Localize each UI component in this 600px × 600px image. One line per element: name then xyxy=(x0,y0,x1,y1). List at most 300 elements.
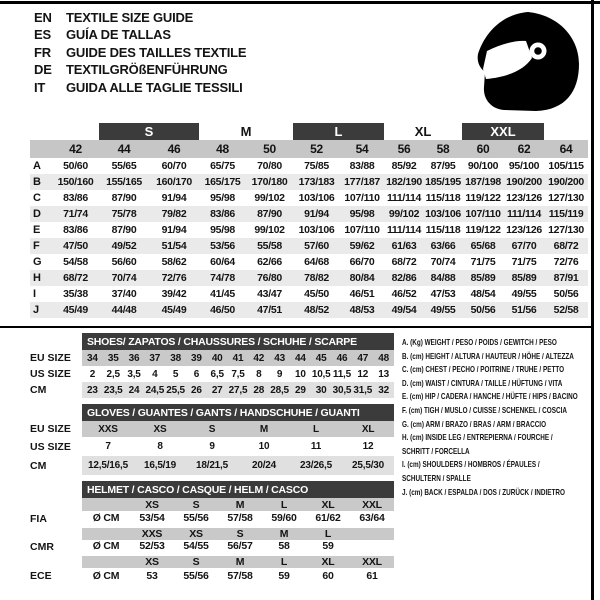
value-cell: 49/55 xyxy=(511,288,537,300)
size-cell: M xyxy=(218,555,262,569)
value-cell: 47/51 xyxy=(246,302,293,318)
value-cell: 46/50 xyxy=(199,302,246,318)
value-cell: 53/54 xyxy=(130,511,174,526)
value-cell: 6,5 xyxy=(210,368,224,380)
legend-line: B. (cm) HEIGHT / ALTURA / HAUTEUR / HÖHE / ALTEZZA xyxy=(402,350,574,361)
value-cell: 12 xyxy=(362,441,374,452)
value-cell: 36 xyxy=(124,350,145,366)
value-cell: 80/84 xyxy=(340,270,384,286)
value-cell: 39 xyxy=(186,350,207,366)
value-cell: 66/70 xyxy=(349,256,375,268)
language-row xyxy=(34,61,246,78)
lower-tables xyxy=(30,333,394,589)
language-row xyxy=(34,79,246,96)
value-cell: 11,5 xyxy=(332,368,352,380)
value-cell: 39/42 xyxy=(161,288,187,300)
size-number: 64 xyxy=(544,140,588,158)
value-cell: 48/52 xyxy=(293,302,340,318)
helmet-sizes-row xyxy=(30,498,394,511)
value-cell: 49/55 xyxy=(424,302,462,318)
value-cell: 63/64 xyxy=(350,511,394,526)
value-cell: 12,5/16,5 xyxy=(82,456,134,475)
measurement-row-e xyxy=(30,222,588,238)
value-cell: 187/198 xyxy=(462,174,504,190)
value-cell: 127/130 xyxy=(548,224,584,236)
value-cell: 107/110 xyxy=(462,206,504,222)
value-cell: 60/70 xyxy=(161,160,187,172)
visor-pivot-center xyxy=(534,47,542,55)
value-cell: 52/53 xyxy=(130,540,174,555)
value-cell: 44 xyxy=(290,350,311,366)
value-cell: 30,5 xyxy=(332,382,353,398)
value-cell: 61/62 xyxy=(306,511,350,526)
helmet-sizes-row xyxy=(30,555,394,569)
shoes-table xyxy=(30,333,394,398)
value-cell: 12 xyxy=(357,368,369,380)
legend-line: I. (cm) SHOULDERS / HOMBROS / ÉPAULES / xyxy=(402,459,540,470)
table-title-row xyxy=(30,481,394,498)
value-cell: 50/56 xyxy=(462,302,504,318)
row-label: H xyxy=(30,270,52,286)
size-number: 54 xyxy=(340,140,384,158)
value-cell: 56/57 xyxy=(218,540,262,555)
value-cell: 71/75 xyxy=(511,256,537,268)
unit-label: Ø CM xyxy=(82,568,130,583)
row-label: D xyxy=(30,206,52,222)
value-cell: 84/88 xyxy=(424,270,462,286)
legend-line: G. (cm) ARM / BRAZO / BRAS / ARM / BRACCIO xyxy=(402,418,547,429)
size-cell: S xyxy=(174,555,218,569)
lower-section xyxy=(30,333,600,589)
value-cell: 46 xyxy=(332,350,353,366)
row-label: A xyxy=(33,160,41,172)
value-cell: 165/175 xyxy=(199,174,246,190)
value-cell: 83/86 xyxy=(63,224,88,236)
measurement-row-f xyxy=(30,238,588,254)
measurement-row-i xyxy=(30,286,588,302)
value-cell: 177/187 xyxy=(340,174,384,190)
row-label: E xyxy=(33,224,41,236)
value-cell: 85/89 xyxy=(504,270,544,286)
value-cell: 83/86 xyxy=(63,192,88,204)
value-cell: 51/56 xyxy=(504,302,544,318)
value-cell: 123/126 xyxy=(506,192,542,204)
table-row xyxy=(30,350,394,366)
frame-top-border xyxy=(0,1,600,4)
size-cell: M xyxy=(262,526,306,540)
size-cell: L xyxy=(262,555,306,569)
size-cell: XL xyxy=(306,555,350,569)
value-cell: 103/106 xyxy=(298,224,335,236)
value-cell: 34 xyxy=(82,350,103,366)
value-cell: 55/56 xyxy=(174,568,218,583)
language-code: ES xyxy=(34,27,51,43)
value-cell: 111/114 xyxy=(504,206,544,222)
value-cell: 28,5 xyxy=(269,382,290,398)
value-cell: 74/78 xyxy=(199,270,246,286)
value-cell: 60/64 xyxy=(210,256,235,268)
value-cell: 58 xyxy=(262,540,306,555)
size-cell: S xyxy=(174,498,218,511)
value-cell: 91/94 xyxy=(161,224,187,236)
value-cell: 5 xyxy=(172,368,179,380)
helmet-values-row xyxy=(30,568,394,583)
value-cell: 45/49 xyxy=(149,302,199,318)
value-cell: 83/86 xyxy=(199,206,246,222)
value-cell: 27 xyxy=(207,382,228,398)
table-row xyxy=(30,366,394,382)
value-cell: 8 xyxy=(157,441,163,452)
value-cell: 119/122 xyxy=(465,224,501,236)
size-number: 44 xyxy=(99,140,149,158)
value-cell: 28 xyxy=(248,382,269,398)
measurement-row-g xyxy=(30,254,588,270)
size-cell: XXL xyxy=(350,498,394,511)
table-row xyxy=(30,421,394,437)
size-group-s: S xyxy=(99,123,199,140)
value-cell: 107/110 xyxy=(344,192,380,204)
value-cell: 70/74 xyxy=(99,270,149,286)
value-cell: 24,5 xyxy=(144,382,165,398)
value-cell: 87/90 xyxy=(111,192,137,204)
legend-line: C. (cm) CHEST / PECHO / POITRINE / TRUHE / PETTO xyxy=(402,364,565,375)
unit-label: Ø CM xyxy=(82,511,130,526)
size-number: 58 xyxy=(424,140,462,158)
row-label: EU SIZE xyxy=(30,423,71,435)
main-size-table xyxy=(30,123,588,318)
value-cell: 45/50 xyxy=(304,288,329,300)
row-label: CM xyxy=(30,384,47,396)
value-cell: 115/119 xyxy=(544,206,588,222)
value-cell: 47/53 xyxy=(430,288,456,300)
size-cell xyxy=(350,526,394,540)
language-label: GUÍA DE TALLAS xyxy=(66,27,171,43)
helmet-values-row xyxy=(30,511,394,526)
value-cell: 25,5 xyxy=(165,382,186,398)
value-cell: 190/200 xyxy=(544,174,588,190)
value-cell: 105/115 xyxy=(548,160,584,172)
value-cell: 2 xyxy=(89,368,96,380)
table-title-row xyxy=(30,333,394,350)
size-number-row xyxy=(30,140,588,158)
value-cell: 71/75 xyxy=(470,256,496,268)
value-cell: 61/63 xyxy=(384,238,424,254)
value-cell: 190/200 xyxy=(504,174,544,190)
value-cell: 54/55 xyxy=(174,540,218,555)
value-cell: 53 xyxy=(130,568,174,583)
size-number: 50 xyxy=(246,140,293,158)
value-cell: 16,5/19 xyxy=(134,456,186,475)
value-cell: 49/54 xyxy=(384,302,424,318)
value-cell: 85/92 xyxy=(391,160,417,172)
size-group-xxl: XXL xyxy=(462,123,544,140)
value-cell: 160/170 xyxy=(149,174,199,190)
value-cell: 40 xyxy=(207,350,228,366)
value-cell: 68/72 xyxy=(391,256,417,268)
value-cell: 31,5 xyxy=(352,382,373,398)
value-cell: 47 xyxy=(352,350,373,366)
language-code: IT xyxy=(34,79,46,95)
value-cell: 67/70 xyxy=(504,238,544,254)
value-cell: 2,5 xyxy=(106,368,120,380)
value-cell: 20/24 xyxy=(238,456,290,475)
value-cell: 42 xyxy=(248,350,269,366)
value-cell: 185/195 xyxy=(425,176,461,188)
language-label: GUIDA ALLE TAGLIE TESSILI xyxy=(66,79,243,95)
size-cell: XXL xyxy=(350,555,394,569)
value-cell: 91/94 xyxy=(293,206,340,222)
value-cell: 55/65 xyxy=(111,160,137,172)
value-cell: 99/102 xyxy=(254,224,285,236)
table-row xyxy=(30,382,394,398)
value-cell: 87/90 xyxy=(111,224,137,236)
value-cell: 72/76 xyxy=(553,256,579,268)
language-code: EN xyxy=(34,10,52,25)
value-cell: 119/122 xyxy=(465,192,501,204)
language-row xyxy=(34,44,246,61)
value-cell: 7 xyxy=(105,441,111,452)
value-cell: 99/102 xyxy=(384,206,424,222)
value-cell: 6 xyxy=(193,368,200,380)
size-group-l: L xyxy=(293,123,384,140)
value-cell: 78/82 xyxy=(293,270,340,286)
legend-line: H. (cm) INSIDE LEG / ENTREPIERNA / FOURCHE / xyxy=(402,432,553,443)
value-cell: 75/85 xyxy=(304,160,329,172)
value-cell: 53/56 xyxy=(199,238,246,254)
row-label: US SIZE xyxy=(30,440,71,453)
value-cell: 76/80 xyxy=(246,270,293,286)
size-group-xl: XL xyxy=(414,124,432,139)
value-cell: 23,5 xyxy=(103,382,124,398)
gloves-table xyxy=(30,404,394,475)
table-title: SHOES/ ZAPATOS / CHAUSSURES / SCHUHE / SCARPE xyxy=(82,333,394,350)
value-cell: 51/54 xyxy=(149,238,199,254)
language-label: TEXTILE SIZE GUIDE xyxy=(66,10,194,25)
value-cell: 46/52 xyxy=(391,288,417,300)
size-number: 62 xyxy=(504,140,544,158)
value-cell: 26 xyxy=(186,382,207,398)
value-cell: 68/72 xyxy=(544,238,588,254)
value-cell: 64/68 xyxy=(304,256,329,268)
value-cell: 43 xyxy=(269,350,290,366)
language-code: DE xyxy=(34,62,52,78)
value-cell: 68/72 xyxy=(52,270,99,286)
language-list xyxy=(34,9,246,96)
value-cell: 45 xyxy=(311,350,332,366)
value-cell: 24 xyxy=(124,382,145,398)
value-cell xyxy=(350,540,394,555)
size-number: 56 xyxy=(384,140,424,158)
value-cell: 99/102 xyxy=(254,192,285,204)
size-cell: S xyxy=(218,526,262,540)
value-cell: 65/75 xyxy=(210,160,235,172)
size-number: 60 xyxy=(462,140,504,158)
measurement-row-h xyxy=(30,270,588,286)
value-cell: 55/58 xyxy=(246,238,293,254)
value-cell: 111/114 xyxy=(386,192,422,204)
value-cell: 13 xyxy=(378,368,390,380)
value-cell: 59/60 xyxy=(262,511,306,526)
table-title: HELMET / CASCO / CASQUE / HELM / CASCO xyxy=(82,481,394,498)
value-cell: 71/74 xyxy=(52,206,99,222)
value-cell: 10 xyxy=(258,441,270,452)
value-cell: 9 xyxy=(276,368,283,380)
value-cell: 61 xyxy=(350,568,394,583)
value-cell: 48/54 xyxy=(470,288,496,300)
size-cell: L xyxy=(306,526,350,540)
value-cell: 170/180 xyxy=(246,174,293,190)
value-cell: 57/60 xyxy=(293,238,340,254)
size-number: 52 xyxy=(293,140,340,158)
value-cell: 83/88 xyxy=(349,160,375,172)
value-cell: 95/98 xyxy=(340,206,384,222)
value-cell: 70/80 xyxy=(257,160,282,172)
value-cell: 155/165 xyxy=(99,174,149,190)
value-cell: 11 xyxy=(310,441,322,452)
unit-label: Ø CM xyxy=(82,540,130,555)
value-cell: 52/58 xyxy=(544,302,588,318)
measurement-row-d xyxy=(30,206,588,222)
row-label: B xyxy=(30,174,52,190)
value-cell: 47/50 xyxy=(52,238,99,254)
value-cell: 62/66 xyxy=(257,256,282,268)
size-cell: XS xyxy=(130,498,174,511)
language-row xyxy=(34,26,246,43)
value-cell: 30 xyxy=(311,382,332,398)
measurement-row-c xyxy=(30,190,588,206)
language-code: FR xyxy=(34,44,51,60)
table-title-row xyxy=(30,404,394,421)
legend-line: SCHRITT / FORCELLA xyxy=(402,445,470,456)
value-cell: L xyxy=(290,421,342,437)
value-cell: 37 xyxy=(144,350,165,366)
value-cell: 37/40 xyxy=(111,288,137,300)
value-cell: 10,5 xyxy=(311,368,331,380)
value-cell: 63/66 xyxy=(424,238,462,254)
value-cell: XS xyxy=(134,421,186,437)
value-cell: 35/38 xyxy=(63,288,88,300)
legend-line: SCHULTERN / SPALLE xyxy=(402,472,471,483)
row-label: CM xyxy=(30,459,47,472)
measurement-row-j xyxy=(30,302,588,318)
value-cell: 123/126 xyxy=(506,224,542,236)
value-cell: 60 xyxy=(306,568,350,583)
value-cell: 45/49 xyxy=(52,302,99,318)
value-cell: 58/62 xyxy=(161,256,187,268)
size-cell: XS xyxy=(174,526,218,540)
value-cell: 59 xyxy=(262,568,306,583)
value-cell: 115/118 xyxy=(425,192,461,204)
row-label: EU SIZE xyxy=(30,352,71,364)
row-label: G xyxy=(33,256,42,268)
value-cell: 55/56 xyxy=(174,511,218,526)
value-cell: 18/21,5 xyxy=(186,456,238,475)
legend-line: E. (cm) HIP / CADERA / HANCHE / HÜFTE / HIPS / BACINO xyxy=(402,391,578,402)
language-row xyxy=(34,9,246,26)
value-cell: 91/94 xyxy=(161,192,187,204)
size-cell: L xyxy=(262,498,306,511)
value-cell: 8 xyxy=(256,368,262,380)
value-cell: 46/51 xyxy=(349,288,375,300)
value-cell: 103/106 xyxy=(425,208,461,220)
standard-label: FIA xyxy=(30,512,47,525)
value-cell: 41 xyxy=(228,350,249,366)
value-cell: 50/60 xyxy=(63,160,88,172)
table-row xyxy=(30,456,394,475)
size-cell: M xyxy=(218,498,262,511)
size-number: 48 xyxy=(199,140,246,158)
value-cell: 82/86 xyxy=(384,270,424,286)
gloves-block xyxy=(30,404,394,475)
value-cell: 29 xyxy=(290,382,311,398)
value-cell: 57/58 xyxy=(218,511,262,526)
value-cell: 54/58 xyxy=(63,256,88,268)
value-cell: XXS xyxy=(82,421,134,437)
value-cell: 57/58 xyxy=(218,568,262,583)
helmet-icon xyxy=(466,6,596,118)
value-cell: 9 xyxy=(209,441,215,452)
section-divider xyxy=(0,326,591,328)
value-cell: 182/190 xyxy=(384,174,424,190)
value-cell: 95/98 xyxy=(210,192,235,204)
helmet-size-block xyxy=(30,481,394,583)
size-cell: XXS xyxy=(130,526,174,540)
value-cell: S xyxy=(186,421,238,437)
helmet-sizes-row xyxy=(30,526,394,540)
legend-line: F. (cm) TIGH / MUSLO / CUISSE / SCHENKEL / COSCIA xyxy=(402,404,567,415)
shoes-block xyxy=(30,333,394,398)
value-cell: 103/106 xyxy=(298,192,335,204)
measurement-row-a xyxy=(30,158,588,174)
value-cell: XL xyxy=(342,421,394,437)
value-cell: 85/89 xyxy=(462,270,504,286)
value-cell: 59 xyxy=(306,540,350,555)
value-cell: 90/100 xyxy=(467,160,499,172)
value-cell: 10 xyxy=(295,368,306,380)
value-cell: 38 xyxy=(165,350,186,366)
value-cell: 111/114 xyxy=(386,224,422,236)
language-label: GUIDE DES TAILLES TEXTILE xyxy=(66,44,247,60)
value-cell: 87/90 xyxy=(246,206,293,222)
value-cell: 32 xyxy=(373,382,394,398)
value-cell: 3,5 xyxy=(127,368,141,380)
measurement-row-b xyxy=(30,174,588,190)
value-cell: 50/56 xyxy=(553,288,579,300)
value-cell: 75/78 xyxy=(99,206,149,222)
value-cell: 48 xyxy=(373,350,394,366)
value-cell: 23 xyxy=(82,382,103,398)
row-label: F xyxy=(30,238,52,254)
row-label: I xyxy=(33,288,37,300)
value-cell: 59/62 xyxy=(340,238,384,254)
value-cell: 107/110 xyxy=(344,224,380,236)
table-row xyxy=(30,437,394,456)
size-group-row xyxy=(30,123,588,140)
row-label: US SIZE xyxy=(30,368,71,380)
value-cell: 115/118 xyxy=(425,224,461,236)
value-cell: 65/68 xyxy=(462,238,504,254)
size-number: 42 xyxy=(52,140,99,158)
value-cell: 27,5 xyxy=(228,382,249,398)
value-cell: 150/160 xyxy=(52,174,99,190)
legend-line: J. (cm) BACK / ESPALDA / DOS / ZURÜCK / INDIETRO xyxy=(402,486,565,497)
value-cell: 79/82 xyxy=(149,206,199,222)
value-cell: 4 xyxy=(152,368,158,380)
value-cell: 35 xyxy=(103,350,124,366)
size-number: 46 xyxy=(149,140,199,158)
value-cell: 95/100 xyxy=(508,160,540,172)
value-cell: 87/95 xyxy=(430,160,456,172)
